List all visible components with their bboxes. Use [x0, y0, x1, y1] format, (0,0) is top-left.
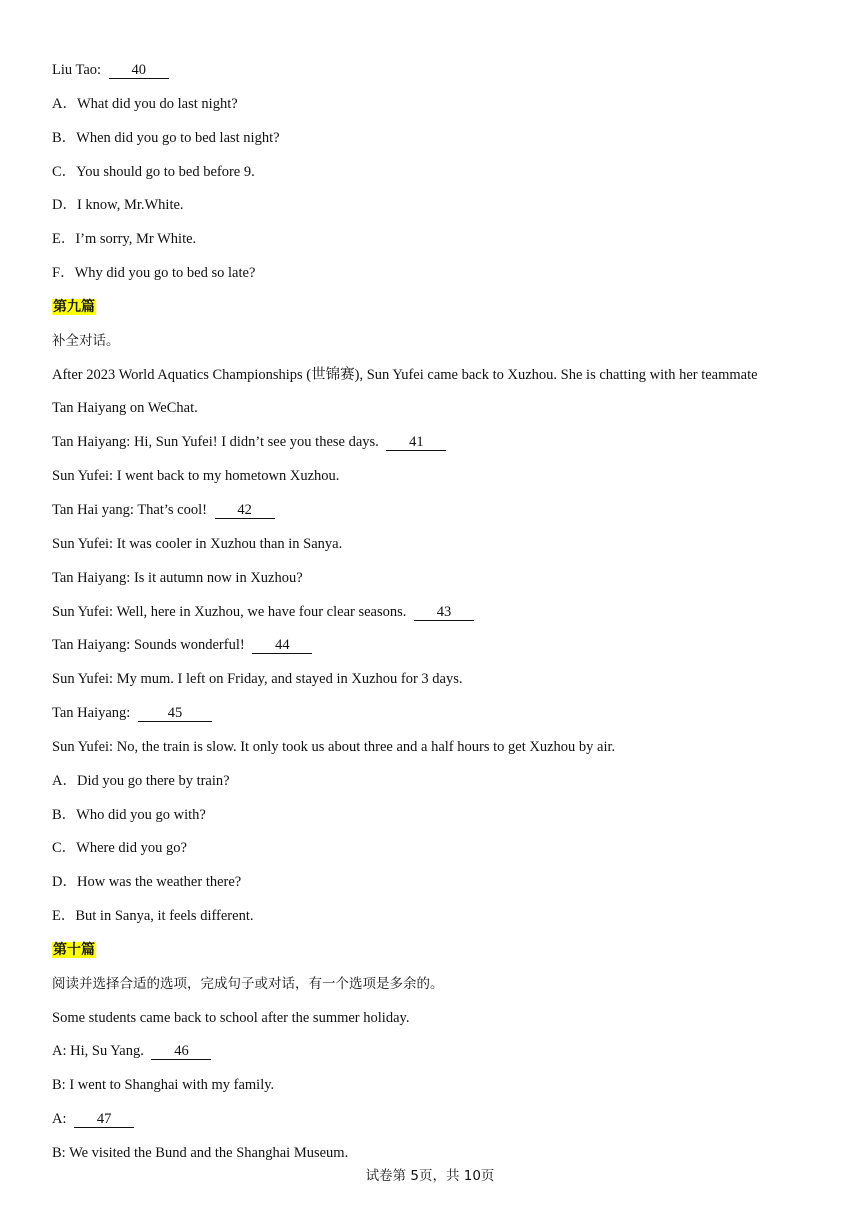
- dialogue-line: [52, 701, 832, 735]
- answer-option: [52, 92, 832, 126]
- answer-option: [52, 193, 832, 227]
- dialogue-text: Hi, Su Yang.: [70, 1043, 144, 1060]
- dialogue-line: [52, 1039, 832, 1073]
- option-label: B．Who did you go with?: [52, 806, 206, 823]
- speaker: Sun Yufei:: [52, 535, 114, 552]
- instruction-label: 补全对话。: [52, 332, 120, 349]
- dialogue-line: [52, 58, 832, 92]
- answer-option: [52, 803, 832, 837]
- passage-text: [52, 396, 832, 430]
- answer-blank[interactable]: 45: [138, 705, 212, 722]
- answer-option: [52, 160, 832, 194]
- option-label: C．You should go to bed before 9.: [52, 163, 255, 180]
- speaker: B:: [52, 1077, 66, 1094]
- answer-blank[interactable]: 44: [252, 637, 312, 654]
- answer-blank[interactable]: 41: [386, 434, 446, 451]
- option-label: A．What did you do last night?: [52, 95, 238, 112]
- answer-option: [52, 870, 832, 904]
- option-label: D．I know, Mr.White.: [52, 197, 184, 214]
- dialogue-line: [52, 735, 832, 769]
- text-label: Some students came back to school after the summer holiday.: [52, 1009, 410, 1026]
- text-label: After 2023 World Aquatics Championships (世锦赛), Sun Yufei came back to Xuzhou. She is chatting with her teammate: [52, 366, 758, 383]
- passage-text: [52, 363, 832, 397]
- dialogue-line: [52, 1107, 832, 1141]
- dialogue-line: [52, 464, 832, 498]
- option-label: F．Why did you go to bed so late?: [52, 265, 256, 282]
- speaker: Tan Haiyang:: [52, 637, 131, 654]
- document-body: [52, 58, 832, 1175]
- speaker: Sun Yufei:: [52, 603, 114, 620]
- dialogue-text: Sounds wonderful!: [133, 637, 245, 654]
- option-label: B．When did you go to bed last night?: [52, 129, 280, 146]
- answer-option: [52, 904, 832, 938]
- dialogue-line: [52, 566, 832, 600]
- answer-blank[interactable]: 42: [215, 502, 275, 519]
- instruction-text: [52, 972, 832, 1006]
- answer-option: [52, 126, 832, 160]
- answer-blank[interactable]: 47: [74, 1111, 134, 1128]
- speaker: A:: [52, 1043, 67, 1060]
- answer-option: [52, 227, 832, 261]
- option-label: A．Did you go there by train?: [52, 772, 230, 789]
- speaker: A:: [52, 1111, 67, 1128]
- option-label: E．But in Sanya, it feels different.: [52, 908, 254, 925]
- page-footer: 试卷第 5页，共 10页: [365, 1168, 495, 1184]
- dialogue-text: We visited the Bund and the Shanghai Museum.: [69, 1145, 349, 1161]
- answer-option: [52, 261, 832, 295]
- speaker: Sun Yufei:: [52, 671, 114, 688]
- answer-blank[interactable]: 46: [151, 1043, 211, 1060]
- speaker: Tan Haiyang:: [52, 705, 131, 722]
- dialogue-line: [52, 1073, 832, 1107]
- section-heading: [52, 295, 832, 329]
- dialogue-line: [52, 532, 832, 566]
- speaker: B:: [52, 1145, 66, 1161]
- dialogue-text: I went back to my hometown Xuzhou.: [116, 468, 340, 485]
- speaker: Tan Haiyang:: [52, 434, 131, 451]
- dialogue-text: That’s cool!: [137, 501, 207, 518]
- dialogue-line: [52, 667, 832, 701]
- dialogue-text: I went to Shanghai with my family.: [69, 1077, 275, 1094]
- dialogue-text: Hi, Sun Yufei! I didn’t see you these days.: [133, 434, 379, 451]
- dialogue-text: No, the train is slow. It only took us about three and a half hours to get Xuzhou by air.: [116, 738, 616, 755]
- dialogue-text: Well, here in Xuzhou, we have four clear seasons.: [116, 603, 407, 620]
- option-label: D．How was the weather there?: [52, 874, 242, 891]
- section-heading-label: 第十篇: [53, 941, 95, 958]
- answer-option: [52, 769, 832, 803]
- dialogue-text: It was cooler in Xuzhou than in Sanya.: [116, 535, 343, 552]
- answer-option: [52, 836, 832, 870]
- answer-blank[interactable]: 40: [109, 62, 169, 79]
- dialogue-line: [52, 430, 832, 464]
- speaker: Liu Tao:: [52, 62, 102, 78]
- text-label: Tan Haiyang on WeChat.: [52, 400, 198, 417]
- dialogue-text: Is it autumn now in Xuzhou?: [133, 569, 303, 586]
- passage-text: [52, 1006, 832, 1040]
- dialogue-line: [52, 600, 832, 634]
- option-label: E．I’m sorry, Mr White.: [52, 231, 197, 248]
- speaker: Tan Hai yang:: [52, 501, 134, 518]
- speaker: Sun Yufei:: [52, 738, 114, 755]
- section-heading-label: 第九篇: [53, 298, 95, 315]
- answer-blank[interactable]: 43: [414, 604, 474, 621]
- option-label: C．Where did you go?: [52, 840, 187, 857]
- dialogue-line: [52, 498, 832, 532]
- speaker: Sun Yufei:: [52, 468, 114, 485]
- dialogue-text: My mum. I left on Friday, and stayed in Xuzhou for 3 days.: [116, 671, 463, 688]
- instruction-label: 阅读并选择合适的选项，完成句子或对话，有一个选项是多余的。: [52, 975, 444, 992]
- speaker: Tan Haiyang:: [52, 569, 131, 586]
- section-heading: [52, 938, 832, 972]
- dialogue-line: [52, 633, 832, 667]
- instruction-text: [52, 329, 832, 363]
